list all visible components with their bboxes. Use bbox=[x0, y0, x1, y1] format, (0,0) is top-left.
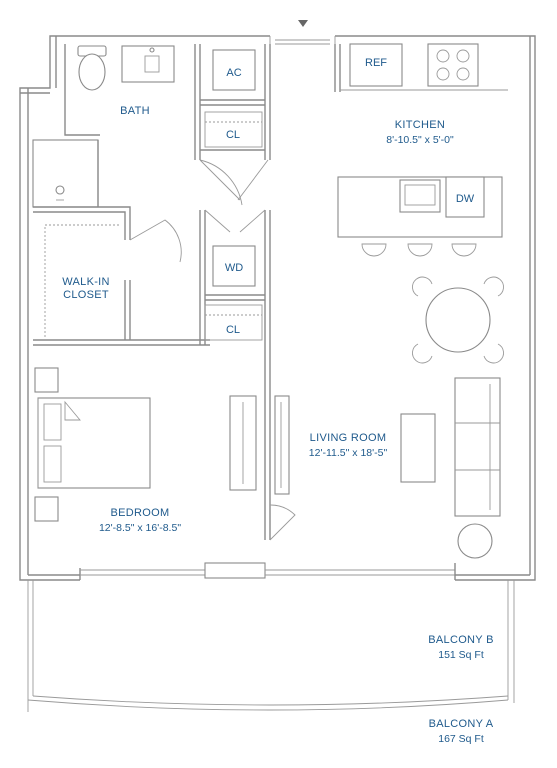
closet-top-label: CL bbox=[225, 129, 241, 141]
bath-label: BATH bbox=[120, 105, 150, 117]
balcony-outline bbox=[28, 580, 514, 712]
balcony-a-area: 167 Sq Ft bbox=[438, 733, 484, 745]
media-console bbox=[275, 396, 289, 494]
refrigerator-label: REF bbox=[365, 57, 387, 69]
balcony-b-label: BALCONY B bbox=[428, 634, 494, 646]
bedroom-furniture bbox=[35, 368, 256, 521]
shower-drain-icon bbox=[56, 186, 64, 194]
bath-sink bbox=[122, 46, 174, 82]
bedroom-dimensions: 12'-8.5" x 16'-8.5" bbox=[98, 522, 182, 534]
kitchen-label: KITCHEN bbox=[394, 119, 446, 131]
balcony-b-area: 151 Sq Ft bbox=[438, 649, 484, 661]
bed bbox=[38, 398, 150, 488]
kitchen-fixtures bbox=[338, 44, 508, 256]
entrance-marker-icon bbox=[298, 20, 308, 27]
bedroom-label: BEDROOM bbox=[110, 507, 170, 519]
cooktop bbox=[428, 44, 478, 86]
walk-in-closet-label-line1: WALK-IN bbox=[62, 276, 110, 288]
sofa bbox=[455, 378, 500, 516]
living-room-label: LIVING ROOM bbox=[309, 432, 387, 444]
balcony-a-label: BALCONY A bbox=[428, 718, 494, 730]
side-table bbox=[458, 524, 492, 558]
ac-label: AC bbox=[226, 67, 242, 79]
nightstand-bottom bbox=[35, 497, 58, 521]
toilet-bowl bbox=[79, 54, 105, 90]
coffee-table bbox=[401, 414, 435, 482]
dining-table bbox=[426, 288, 490, 352]
dishwasher-label: DW bbox=[455, 193, 475, 205]
utility-boxes bbox=[205, 50, 262, 340]
kitchen-dimensions: 8'-10.5" x 5'-0" bbox=[386, 134, 454, 146]
dining-set bbox=[412, 277, 503, 363]
washer-dryer-label: WD bbox=[224, 262, 244, 274]
living-room-dimensions: 12'-11.5" x 18'-5" bbox=[308, 447, 388, 459]
living-furniture bbox=[275, 378, 500, 558]
nightstand-top bbox=[35, 368, 58, 392]
walk-in-closet-label-line2: CLOSET bbox=[63, 289, 109, 301]
closet-bottom-label: CL bbox=[225, 324, 241, 336]
